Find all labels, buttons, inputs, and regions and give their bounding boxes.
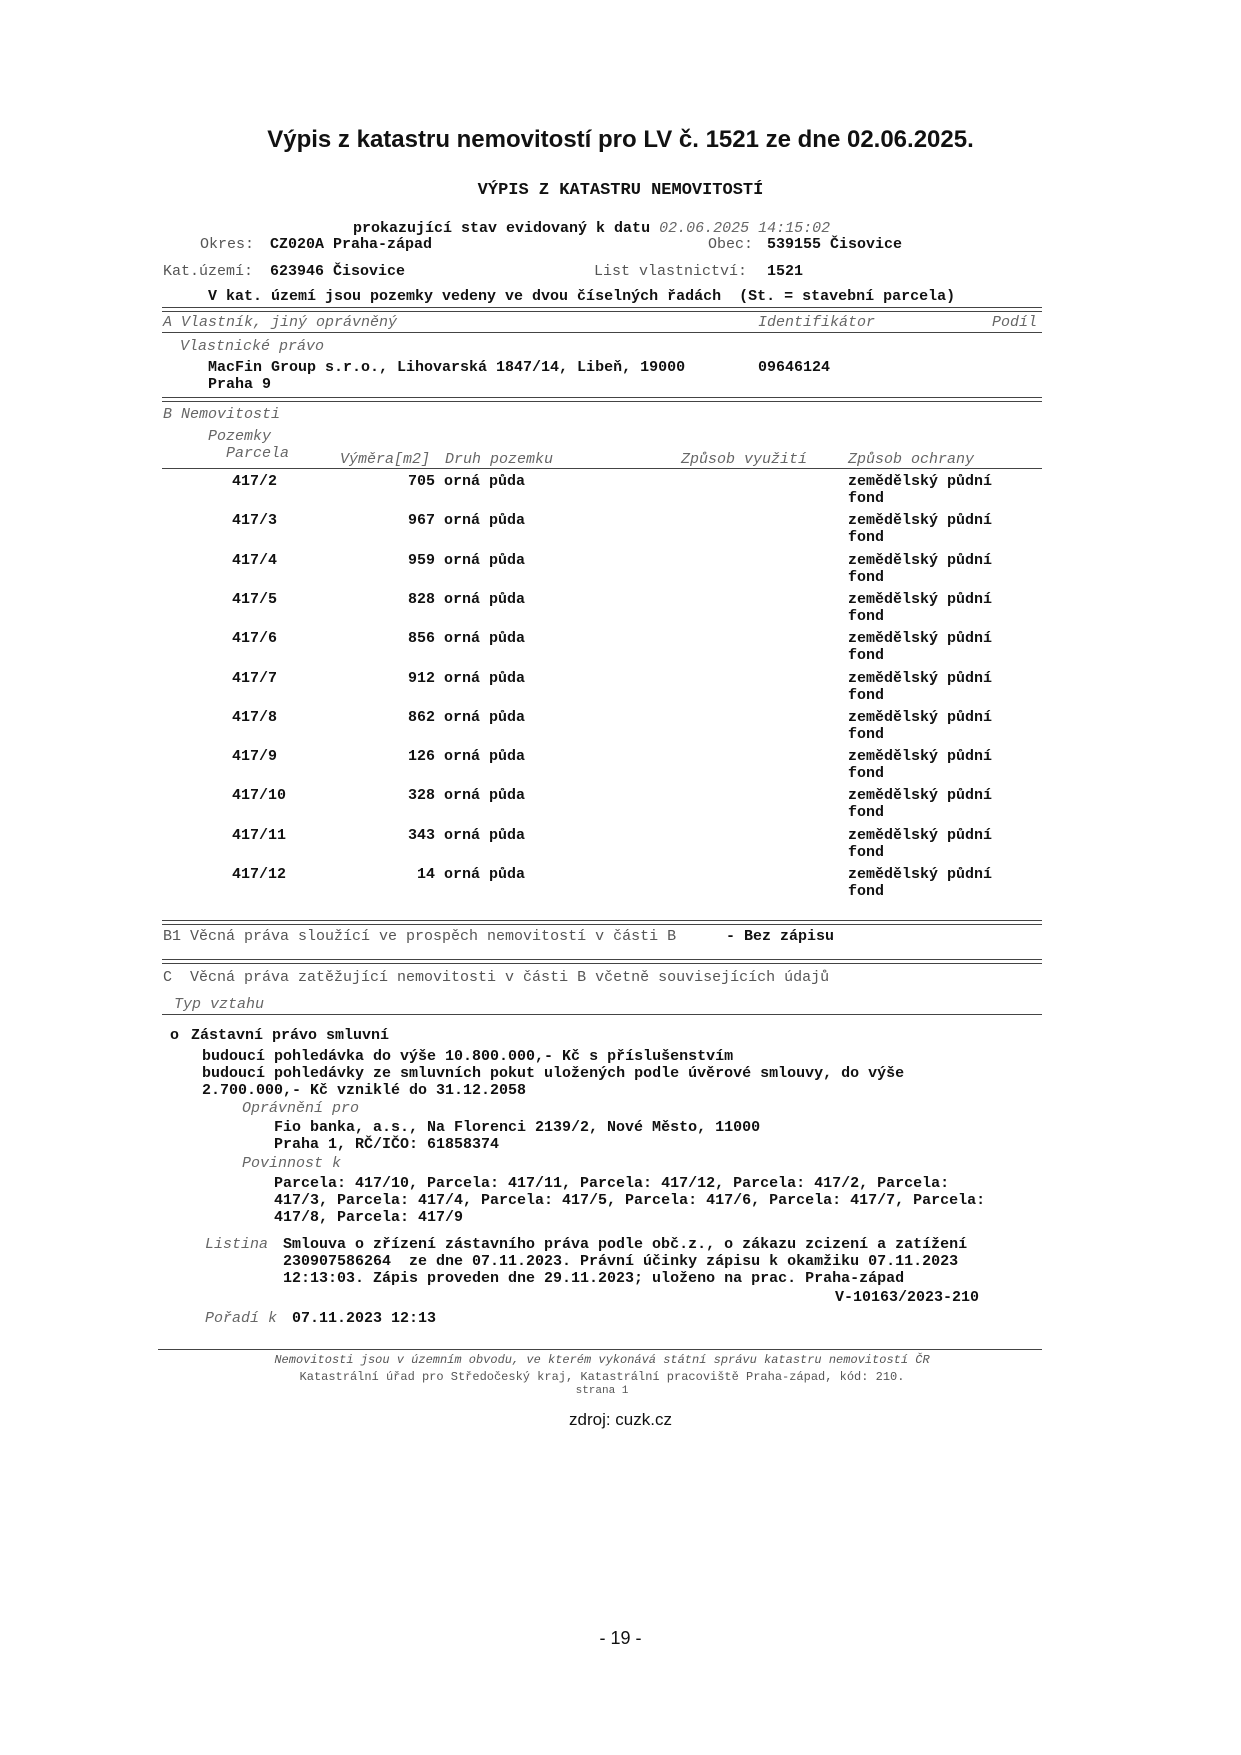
- parcel-number: 417/8: [232, 709, 278, 726]
- parcel-protection: zemědělský půdní: [848, 473, 993, 490]
- lv-label: List vlastnictví:: [594, 263, 748, 280]
- parcel-area: 705: [407, 473, 435, 490]
- parcel-area: 828: [407, 591, 435, 608]
- encumbrance-desc-1: budoucí pohledávka do výše 10.800.000,- Kč s příslušenstvím: [202, 1048, 734, 1065]
- parcel-number: 417/3: [232, 512, 278, 529]
- parcel-area: 343: [407, 827, 435, 844]
- divider: [158, 1349, 1042, 1350]
- obec-value: 539155 Čisovice: [767, 236, 903, 253]
- section-c-title: C Věcná práva zatěžující nemovitosti v části B včetně souvisejících údajů: [163, 969, 830, 986]
- divider: [162, 332, 1042, 333]
- parcel-protection: zemědělský půdní: [848, 630, 993, 647]
- okres-value: CZ020A Praha-západ: [270, 236, 433, 253]
- povinnost-line2: 417/3, Parcela: 417/4, Parcela: 417/5, Parcela: 417/6, Parcela: 417/7, Parcela:: [274, 1192, 986, 1209]
- section-b-title: B Nemovitosti: [163, 406, 281, 423]
- parcel-type: orná půda: [444, 787, 526, 804]
- parcel-protection: zemědělský půdní: [848, 827, 993, 844]
- povinnost-line1: Parcela: 417/10, Parcela: 417/11, Parcela: 417/12, Parcela: 417/2, Parcela:: [274, 1175, 950, 1192]
- col-druh: Druh pozemku: [445, 451, 554, 468]
- parcel-protection: zemědělský půdní: [848, 787, 993, 804]
- obec-label: Obec:: [708, 236, 754, 253]
- parcel-protection-cont: fond: [848, 687, 885, 704]
- col-vymera: Výměra[m2]: [340, 451, 431, 468]
- parcel-protection-cont: fond: [848, 804, 885, 821]
- footer-line3: strana 1: [575, 1385, 629, 1397]
- parcel-type: orná půda: [444, 748, 526, 765]
- parcel-number: 417/6: [232, 630, 278, 647]
- parcel-type: orná půda: [444, 866, 526, 883]
- parcel-number: 417/10: [232, 787, 287, 804]
- parcel-area: 328: [407, 787, 435, 804]
- parcel-area: 959: [407, 552, 435, 569]
- divider: [162, 920, 1042, 925]
- poradi-value: 07.11.2023 12:13: [292, 1310, 437, 1327]
- doc-subheading-row: [335, 203, 830, 237]
- col-ochrana: Způsob ochrany: [848, 451, 975, 468]
- opravneni-label: Oprávnění pro: [242, 1100, 360, 1117]
- parcel-protection-cont: fond: [848, 647, 885, 664]
- opravneni-line1: Fio banka, a.s., Na Florenci 2139/2, Nové Město, 11000: [274, 1119, 761, 1136]
- katuzemi-label: Kat.území:: [163, 263, 254, 280]
- section-a-title: A Vlastník, jiný oprávněný: [163, 314, 398, 331]
- parcel-number: 417/5: [232, 591, 278, 608]
- parcel-protection: zemědělský půdní: [848, 552, 993, 569]
- parcel-protection: zemědělský půdní: [848, 670, 993, 687]
- parcel-protection: zemědělský půdní: [848, 709, 993, 726]
- section-b1-value: - Bez zápisu: [726, 928, 835, 945]
- lv-value: 1521: [767, 263, 804, 280]
- parcel-area: 967: [407, 512, 435, 529]
- parcel-area: 856: [407, 630, 435, 647]
- listina-line3: 12:13:03. Zápis proveden dne 29.11.2023; uloženo na prac. Praha-západ: [283, 1270, 905, 1287]
- parcel-protection-cont: fond: [848, 608, 885, 625]
- pozemky-label: Pozemky: [208, 428, 272, 445]
- divider: [162, 468, 1042, 469]
- col-podil: Podíl: [992, 314, 1038, 331]
- divider: [162, 1014, 1042, 1015]
- doc-timestamp: 02.06.2025 14:15:02: [659, 220, 831, 237]
- parcel-type: orná půda: [444, 473, 526, 490]
- parcel-protection: zemědělský půdní: [848, 512, 993, 529]
- page-number: - 19 -: [599, 1628, 642, 1648]
- parcel-number: 417/9: [232, 748, 278, 765]
- col-identifikator: Identifikátor: [758, 314, 876, 331]
- parcel-protection-cont: fond: [848, 529, 885, 546]
- footer-line2: Katastrální úřad pro Středočeský kraj, Katastrální pracoviště Praha-západ, kód: 210.: [299, 1370, 905, 1384]
- parcel-protection-cont: fond: [848, 490, 885, 507]
- typ-vztahu-label: Typ vztahu: [174, 996, 265, 1013]
- parcel-protection-cont: fond: [848, 883, 885, 900]
- parcel-type: orná půda: [444, 630, 526, 647]
- parcel-type: orná půda: [444, 552, 526, 569]
- parcel-protection: zemědělský půdní: [848, 866, 993, 883]
- parcel-area: 14: [416, 866, 435, 883]
- parcel-type: orná půda: [444, 827, 526, 844]
- listina-label: Listina: [205, 1236, 269, 1253]
- parcel-number: 417/7: [232, 670, 278, 687]
- parcel-number: 417/11: [232, 827, 287, 844]
- parcel-type: orná půda: [444, 512, 526, 529]
- katuzemi-value: 623946 Čisovice: [270, 263, 406, 280]
- owner-line1: MacFin Group s.r.o., Lihovarská 1847/14, Libeň, 19000: [208, 359, 686, 376]
- parcel-protection: zemědělský půdní: [848, 591, 993, 608]
- divider: [162, 397, 1042, 402]
- owner-line2: Praha 9: [208, 376, 272, 393]
- owner-id: 09646124: [758, 359, 831, 376]
- doc-heading: VÝPIS Z KATASTRU NEMOVITOSTÍ: [477, 181, 764, 200]
- opravneni-line2: Praha 1, RČ/IČO: 61858374: [274, 1136, 500, 1153]
- okres-label: Okres:: [200, 236, 255, 253]
- povinnost-line3: 417/8, Parcela: 417/9: [274, 1209, 464, 1226]
- parcel-number: 417/4: [232, 552, 278, 569]
- parcel-number: 417/12: [232, 866, 287, 883]
- parcel-protection-cont: fond: [848, 765, 885, 782]
- listina-line1: Smlouva o zřízení zástavního práva podle obč.z., o zákazu zcizení a zatížení: [283, 1236, 968, 1253]
- source-note: zdroj: cuzk.cz: [569, 1410, 672, 1429]
- parcel-area: 126: [407, 748, 435, 765]
- doc-subheading: prokazující stav evidovaný k datu: [353, 220, 651, 237]
- page-title: Výpis z katastru nemovitostí pro LV č. 1521 ze dne 02.06.2025.: [267, 126, 974, 153]
- divider: [162, 307, 1042, 312]
- parcel-protection: zemědělský půdní: [848, 748, 993, 765]
- encumbrance-desc-3: 2.700.000,- Kč vzniklé do 31.12.2058: [202, 1082, 527, 1099]
- bullet-icon: o: [170, 1027, 180, 1044]
- encumbrance-desc-2: budoucí pohledávky ze smluvních pokut uložených podle úvěrové smlouvy, do výše: [202, 1065, 905, 1082]
- col-vyuziti: Způsob využití: [681, 451, 808, 468]
- parcel-type: orná půda: [444, 591, 526, 608]
- col-parcela: Parcela: [226, 445, 290, 462]
- section-b1-title: B1 Věcná práva sloužící ve prospěch nemovitostí v části B: [163, 928, 677, 945]
- parcel-type: orná půda: [444, 709, 526, 726]
- divider: [162, 959, 1042, 964]
- parcel-area: 912: [407, 670, 435, 687]
- vlastnicke-pravo-label: Vlastnické právo: [180, 338, 325, 355]
- parcel-area: 862: [407, 709, 435, 726]
- parcel-protection-cont: fond: [848, 726, 885, 743]
- encumbrance-title: Zástavní právo smluvní: [191, 1027, 390, 1044]
- doc-note: V kat. území jsou pozemky vedeny ve dvou číselných řadách (St. = stavební parcela): [208, 288, 956, 305]
- parcel-number: 417/2: [232, 473, 278, 490]
- parcel-protection-cont: fond: [848, 569, 885, 586]
- poradi-label: Pořadí k: [205, 1310, 278, 1327]
- parcel-type: orná půda: [444, 670, 526, 687]
- footer-line1: Nemovitosti jsou v územním obvodu, ve kterém vykonává státní správu katastru nemovitostí ČR: [274, 1353, 930, 1367]
- parcel-protection-cont: fond: [848, 844, 885, 861]
- povinnost-label: Povinnost k: [242, 1155, 342, 1172]
- listina-line2: 230907586264 ze dne 07.11.2023. Právní účinky zápisu k okamžiku 07.11.2023: [283, 1253, 959, 1270]
- listina-ref: V-10163/2023-210: [835, 1289, 980, 1306]
